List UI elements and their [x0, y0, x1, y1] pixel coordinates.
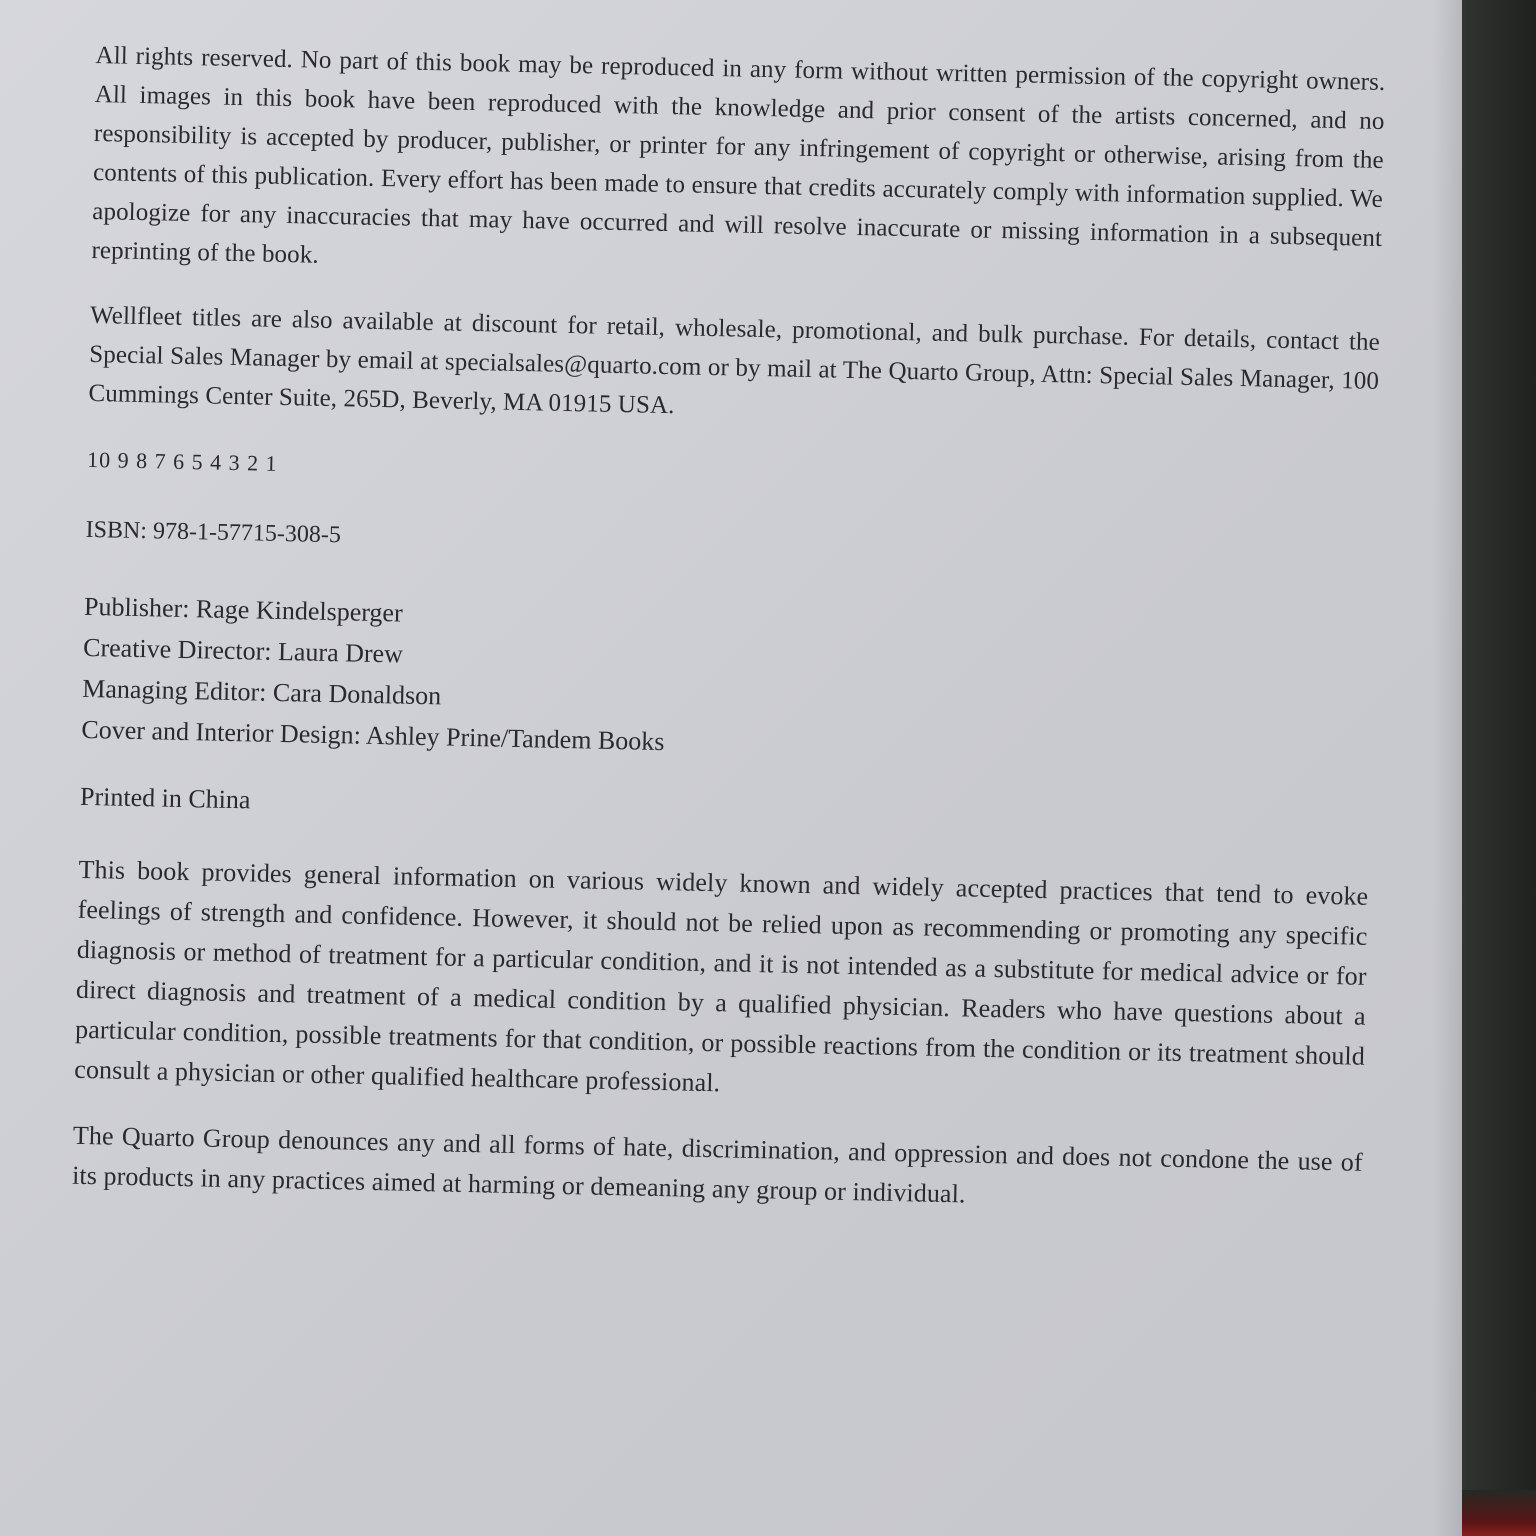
credit-managing-editor: Managing Editor: Cara Donaldson — [82, 673, 442, 711]
printing-number-line: 10 9 8 7 6 5 4 3 2 1 — [86, 446, 278, 476]
rights-paragraph: All rights reserved. No part of this book may be reproduced in any form without written permission of the copyright owners. All images in this book have been reproduced with the knowledge and prior consent of the artists concerned, and no responsibility is accepted by producer, publisher, or printer for any infringement of copyright or otherwise, arising from the contents of this publication. Every effort has been made to ensure that credits accurately comply with information supplied. We apologize for any inaccuracies that may have occurred and will resolve inaccurate or missing information in a subsequent reprinting of the book. — [91, 41, 1386, 269]
credits-list — [81, 586, 1374, 777]
book-binding-edge — [1462, 1490, 1536, 1536]
printed-in: Printed in China — [79, 781, 251, 815]
credit-design: Cover and Interior Design: Ashley Prine/Tandem Books — [81, 714, 665, 757]
page-content — [72, 36, 1386, 1223]
credit-publisher: Publisher: Rage Kindelsperger — [83, 591, 403, 628]
isbn: ISBN: 978-1-57715-308-5 — [85, 516, 342, 549]
book-binding — [1462, 0, 1536, 1536]
disclaimer-paragraph: This book provides general information on various widely known and widely accepted practices that tend to evoke feelings of strength and confidence. However, it should not be relied upon as recommending or promoting any specific diagnosis or method of treatment for a particular condition, and it is not intended as a substitute for medical advice or for direct diagnosis and treatment of a medical condition by a qualified physician. Readers who have questions about a particular condition, possible treatments for that condition, or possible reactions from the condition or its treatment should consult a physician or other qualified healthcare professional. — [74, 854, 1369, 1098]
sales-paragraph: Wellfleet titles are also available at discount for retail, wholesale, promotional, and bulk purchase. For details, contact the Special Sales Manager by email at specialsales@quarto.com or by mail at The Quarto Group, Attn: Special Sales Manager, 100 Cummings Center Suite, 265D, Beverly, MA 01915 USA. — [88, 301, 1381, 420]
credit-creative-director: Creative Director: Laura Drew — [82, 632, 404, 669]
quarto-paragraph: The Quarto Group denounces any and all forms of hate, discrimination, and oppression and does not condone the use of its products in any practices aimed at harming or demeaning any group or individual. — [71, 1120, 1363, 1209]
